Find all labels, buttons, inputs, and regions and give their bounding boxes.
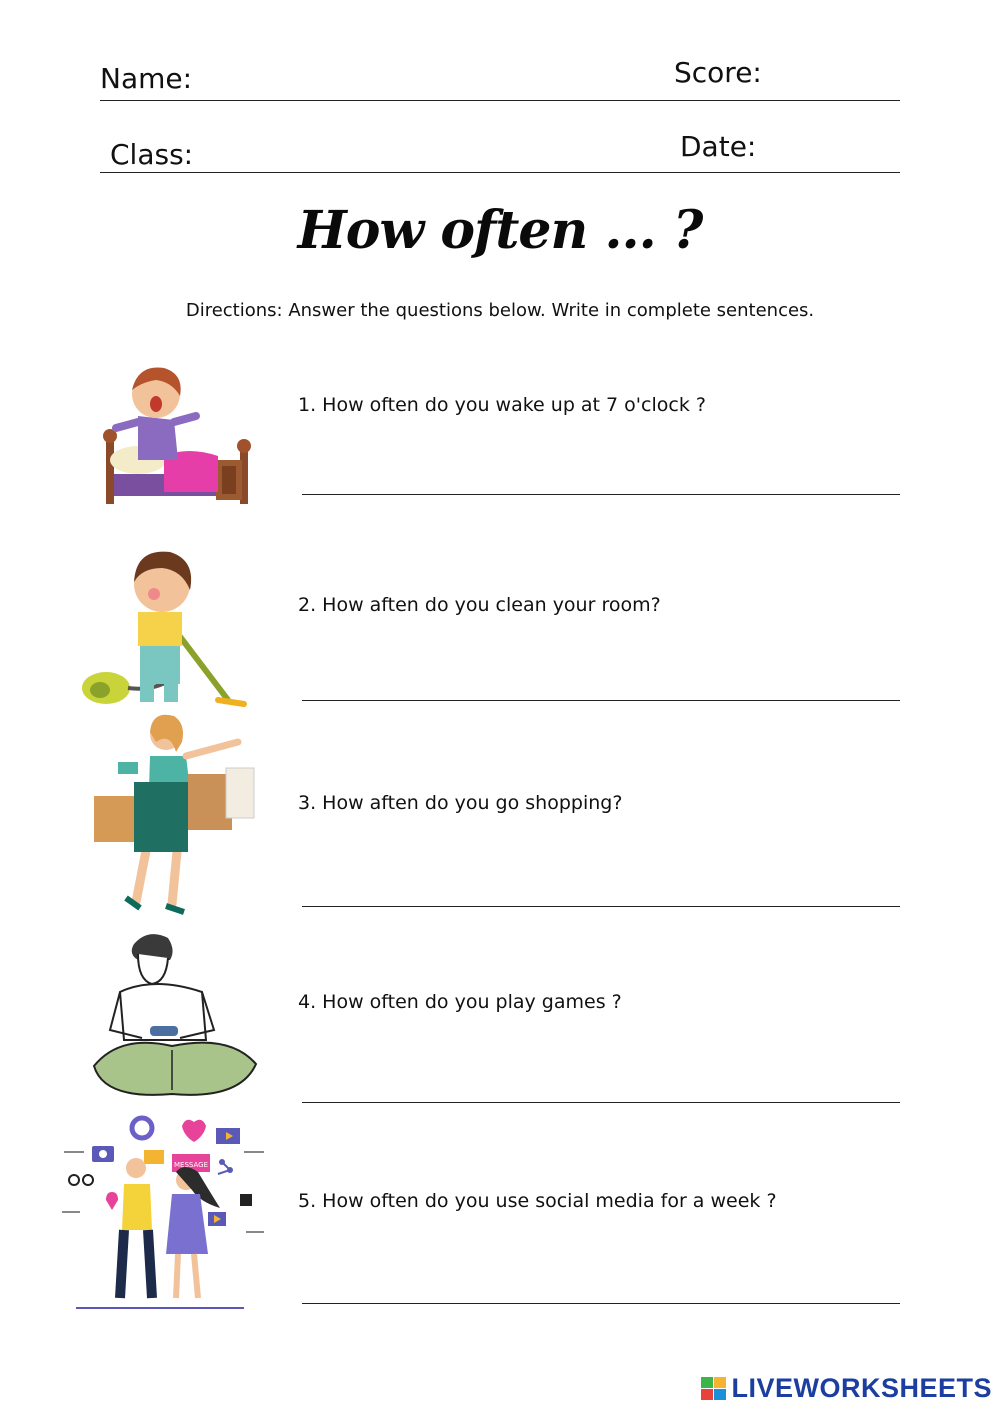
score-label: Score: <box>674 56 762 89</box>
answer-1-input[interactable] <box>302 462 900 495</box>
answer-5-input[interactable] <box>302 1271 900 1304</box>
question-1-text: 1. How often do you wake up at 7 o'clock ? <box>298 394 706 416</box>
man-playing-games-icon <box>90 930 260 1106</box>
message-badge-text: MESSAGE <box>174 1161 208 1169</box>
boy-vacuuming-icon <box>78 542 248 710</box>
name-label: Name: <box>100 62 193 95</box>
woman-shopping-icon <box>90 712 260 918</box>
liveworksheets-logo <box>701 1373 992 1404</box>
page-title: How often ... ? <box>297 200 703 261</box>
child-waking-up-icon <box>98 356 258 516</box>
class-label: Class: <box>110 138 194 171</box>
live-blocks-icon <box>701 1377 727 1401</box>
answer-3-input[interactable] <box>302 874 900 907</box>
question-5-text: 5. How often do you use social media for a week ? <box>298 1190 777 1212</box>
name-score-rule <box>100 100 900 101</box>
question-3-text: 3. How aften do you go shopping? <box>298 792 623 814</box>
brand-text: LIVEWORKSHEETS <box>731 1373 992 1403</box>
date-label: Date: <box>680 130 757 163</box>
question-4-text: 4. How often do you play games ? <box>298 991 622 1013</box>
answer-4-input[interactable] <box>302 1070 900 1103</box>
directions-text: Directions: Answer the questions below. Write in complete sentences. <box>185 300 815 321</box>
social-media-people-icon <box>60 1112 266 1320</box>
class-date-rule <box>100 172 900 173</box>
answer-2-input[interactable] <box>302 668 900 701</box>
question-2-text: 2. How aften do you clean your room? <box>298 594 661 616</box>
